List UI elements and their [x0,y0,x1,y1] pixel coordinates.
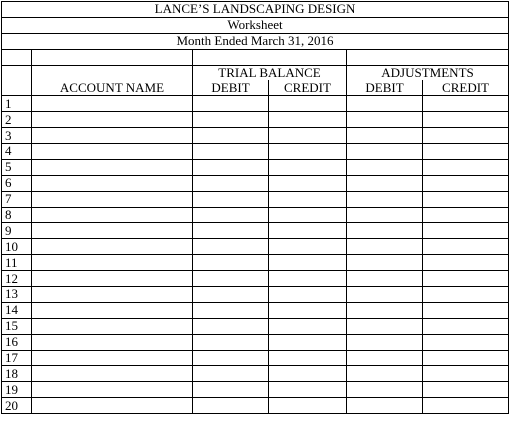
adjustments-debit-cell[interactable] [347,318,423,334]
row-number: 11 [2,255,32,271]
trial-balance-debit-cell[interactable] [193,302,269,318]
trial-balance-debit-cell[interactable] [193,144,269,160]
trial-balance-debit-cell[interactable] [193,255,269,271]
worksheet-table [1,1,509,414]
trial-balance-credit-cell[interactable] [269,144,347,160]
adjustments-credit-header: CREDIT [423,80,509,95]
adjustments-credit-cell[interactable] [423,255,509,271]
table-row [2,112,509,128]
account-name-cell[interactable] [32,96,193,112]
trial-balance-credit-cell[interactable] [269,382,347,398]
row-number: 4 [2,144,32,160]
account-name-cell[interactable] [32,350,193,366]
column-header-row [2,80,509,95]
adjustments-debit-cell[interactable] [347,191,423,207]
account-name-cell[interactable] [32,144,193,160]
trial-balance-credit-cell[interactable] [269,191,347,207]
trial-balance-credit-cell[interactable] [269,239,347,255]
trial-balance-debit-cell[interactable] [193,207,269,223]
row-number: 9 [2,223,32,239]
adjustments-credit-cell[interactable] [423,287,509,303]
trial-balance-credit-cell[interactable] [269,334,347,350]
adjustments-debit-cell[interactable] [347,175,423,191]
trial-balance-debit-cell[interactable] [193,223,269,239]
adjustments-credit-cell[interactable] [423,128,509,144]
account-name-cell[interactable] [32,382,193,398]
trial-balance-credit-header: CREDIT [269,80,347,95]
account-name-cell[interactable] [32,398,193,414]
row-number: 19 [2,382,32,398]
row-number: 1 [2,96,32,112]
adjustments-debit-cell[interactable] [347,302,423,318]
trial-balance-debit-cell[interactable] [193,191,269,207]
trial-balance-debit-cell[interactable] [193,175,269,191]
adjustments-debit-header: DEBIT [347,80,423,95]
adjustments-credit-cell[interactable] [423,191,509,207]
table-row [2,175,509,191]
adjustments-credit-cell[interactable] [423,302,509,318]
trial-balance-credit-cell[interactable] [269,366,347,382]
trial-balance-debit-cell[interactable] [193,287,269,303]
row-number: 17 [2,350,32,366]
trial-balance-debit-cell[interactable] [193,96,269,112]
trial-balance-credit-cell[interactable] [269,255,347,271]
table-row [2,128,509,144]
row-number: 7 [2,191,32,207]
account-name-cell[interactable] [32,287,193,303]
account-name-cell[interactable] [32,112,193,128]
row-number: 16 [2,334,32,350]
row-number: 3 [2,128,32,144]
table-row [2,239,509,255]
adjustments-credit-cell[interactable] [423,144,509,160]
account-name-cell[interactable] [32,239,193,255]
trial-balance-debit-cell[interactable] [193,112,269,128]
adjustments-credit-cell[interactable] [423,334,509,350]
adjustments-credit-cell[interactable] [423,207,509,223]
period-label: Month Ended March 31, 2016 [2,33,509,49]
document-title: Worksheet [2,17,509,33]
trial-balance-debit-cell[interactable] [193,382,269,398]
trial-balance-credit-cell[interactable] [269,350,347,366]
table-row [2,287,509,303]
table-row [2,144,509,160]
row-number: 13 [2,287,32,303]
trial-balance-debit-cell[interactable] [193,239,269,255]
table-row [2,334,509,350]
account-name-cell[interactable] [32,271,193,287]
adjustments-debit-cell[interactable] [347,144,423,160]
table-row [2,223,509,239]
trial-balance-debit-cell[interactable] [193,159,269,175]
trial-balance-credit-cell[interactable] [269,223,347,239]
adjustments-debit-cell[interactable] [347,271,423,287]
table-row [2,159,509,175]
adjustments-credit-cell[interactable] [423,398,509,414]
adjustments-credit-cell[interactable] [423,366,509,382]
trial-balance-debit-cell[interactable] [193,271,269,287]
row-number: 15 [2,318,32,334]
adjustments-debit-cell[interactable] [347,223,423,239]
spacer-row [2,49,509,65]
column-group-row [2,65,509,80]
table-row [2,271,509,287]
trial-balance-credit-cell[interactable] [269,207,347,223]
account-name-cell[interactable] [32,366,193,382]
trial-balance-debit-cell[interactable] [193,366,269,382]
adjustments-debit-cell[interactable] [347,128,423,144]
adjustments-debit-cell[interactable] [347,96,423,112]
account-name-cell[interactable] [32,318,193,334]
table-row [2,398,509,414]
trial-balance-credit-cell[interactable] [269,128,347,144]
row-number: 20 [2,398,32,414]
adjustments-credit-cell[interactable] [423,112,509,128]
trial-balance-header: TRIAL BALANCE [193,65,347,80]
row-number: 8 [2,207,32,223]
adjustments-credit-cell[interactable] [423,223,509,239]
adjustments-header: ADJUSTMENTS [347,65,509,80]
adjustments-credit-cell[interactable] [423,175,509,191]
adjustments-debit-cell[interactable] [347,255,423,271]
trial-balance-credit-cell[interactable] [269,175,347,191]
row-number: 10 [2,239,32,255]
adjustments-credit-cell[interactable] [423,271,509,287]
adjustments-debit-cell[interactable] [347,398,423,414]
adjustments-debit-cell[interactable] [347,159,423,175]
adjustments-credit-cell[interactable] [423,239,509,255]
row-number: 5 [2,159,32,175]
account-name-cell[interactable] [32,223,193,239]
trial-balance-credit-cell[interactable] [269,112,347,128]
trial-balance-credit-cell[interactable] [269,398,347,414]
account-name-cell[interactable] [32,207,193,223]
adjustments-debit-cell[interactable] [347,350,423,366]
adjustments-credit-cell[interactable] [423,318,509,334]
account-name-cell[interactable] [32,128,193,144]
account-name-cell[interactable] [32,334,193,350]
adjustments-credit-cell[interactable] [423,96,509,112]
row-number: 6 [2,175,32,191]
trial-balance-credit-cell[interactable] [269,302,347,318]
trial-balance-credit-cell[interactable] [269,159,347,175]
adjustments-credit-cell[interactable] [423,382,509,398]
account-name-cell[interactable] [32,159,193,175]
adjustments-debit-cell[interactable] [347,334,423,350]
trial-balance-credit-cell[interactable] [269,287,347,303]
adjustments-credit-cell[interactable] [423,159,509,175]
account-name-cell[interactable] [32,302,193,318]
account-name-cell[interactable] [32,191,193,207]
table-row [2,96,509,112]
table-row [2,255,509,271]
table-row [2,207,509,223]
table-row [2,350,509,366]
account-name-cell[interactable] [32,255,193,271]
table-row [2,302,509,318]
adjustments-debit-cell[interactable] [347,239,423,255]
trial-balance-debit-cell[interactable] [193,334,269,350]
trial-balance-debit-cell[interactable] [193,398,269,414]
adjustments-debit-cell[interactable] [347,287,423,303]
adjustments-debit-cell[interactable] [347,366,423,382]
adjustments-credit-cell[interactable] [423,350,509,366]
trial-balance-debit-cell[interactable] [193,350,269,366]
company-name: LANCE’S LANDSCAPING DESIGN [2,2,509,18]
trial-balance-credit-cell[interactable] [269,318,347,334]
row-number: 14 [2,302,32,318]
trial-balance-debit-cell[interactable] [193,318,269,334]
trial-balance-debit-header: DEBIT [193,80,269,95]
trial-balance-credit-cell[interactable] [269,271,347,287]
table-row [2,366,509,382]
trial-balance-debit-cell[interactable] [193,128,269,144]
account-name-header: ACCOUNT NAME [32,80,193,95]
row-number: 2 [2,112,32,128]
account-name-cell[interactable] [32,175,193,191]
row-number: 12 [2,271,32,287]
trial-balance-credit-cell[interactable] [269,96,347,112]
row-number: 18 [2,366,32,382]
table-row [2,382,509,398]
adjustments-debit-cell[interactable] [347,112,423,128]
table-row [2,318,509,334]
adjustments-debit-cell[interactable] [347,207,423,223]
table-row [2,191,509,207]
adjustments-debit-cell[interactable] [347,382,423,398]
